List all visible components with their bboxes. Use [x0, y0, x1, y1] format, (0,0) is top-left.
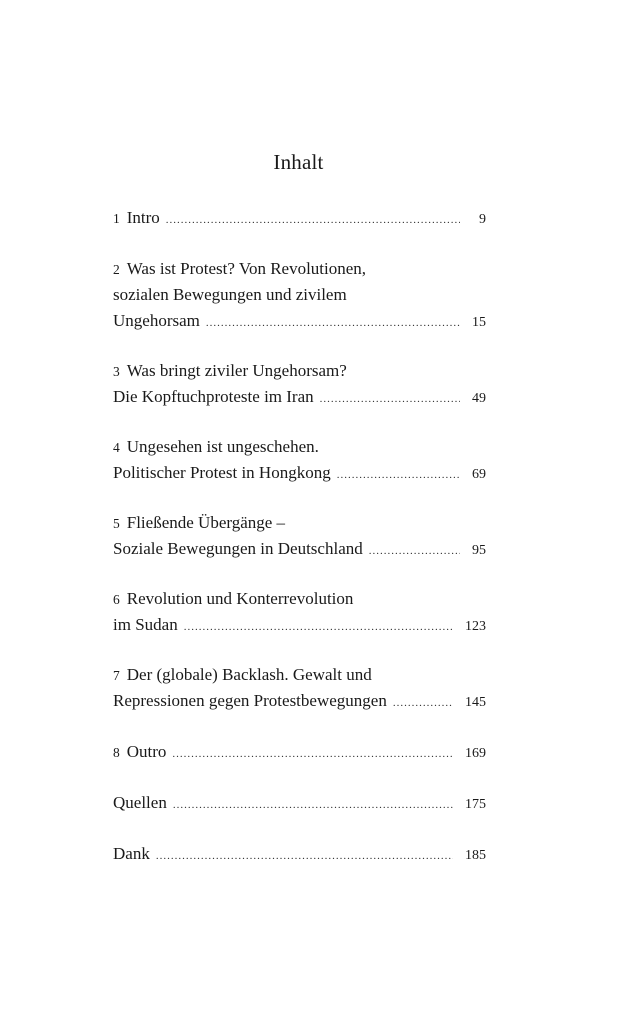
page-number: 175 [465, 797, 486, 812]
page-number: 185 [465, 848, 486, 863]
page-number: 9 [479, 212, 486, 227]
chapter-number: 2 [113, 262, 120, 277]
dot-leader [172, 741, 453, 767]
toc-entry-backlash[interactable] [113, 662, 486, 714]
page-number: 169 [465, 746, 486, 761]
page-number: 69 [472, 467, 486, 482]
chapter-title: Quellen [113, 793, 167, 812]
dot-leader [166, 207, 460, 233]
chapter-number: 6 [113, 592, 120, 607]
toc-entry-ungehorsam[interactable] [113, 358, 486, 410]
chapter-title-line: Die Kopftuchproteste im Iran [113, 387, 314, 406]
chapter-number: 7 [113, 668, 120, 683]
page-number: 95 [472, 543, 486, 558]
toc-entry-deutschland[interactable] [113, 510, 486, 562]
chapter-title-line: sozialen Bewegungen und zivilem [113, 285, 347, 304]
toc-entry-outro[interactable] [113, 739, 486, 765]
chapter-title-line: Soziale Bewegungen in Deutschland [113, 539, 363, 558]
toc-entry-intro[interactable] [113, 205, 486, 231]
page-number: 49 [472, 391, 486, 406]
chapter-title-line: Ungehorsam [113, 311, 200, 330]
chapter-number: 5 [113, 516, 120, 531]
dot-leader [393, 690, 453, 716]
page-title: Inhalt [273, 150, 324, 174]
chapter-title: Intro [126, 208, 160, 227]
chapter-title-line: Repressionen gegen Protestbewegungen [113, 691, 387, 710]
chapter-title-line: Was ist Protest? Von Revolutionen, [126, 259, 367, 278]
dot-leader [184, 614, 453, 640]
dot-leader [337, 462, 460, 488]
dot-leader [369, 538, 460, 564]
chapter-number: 3 [113, 364, 120, 379]
page-number: 123 [465, 619, 486, 634]
toc-entry-quellen[interactable] [113, 790, 486, 816]
dot-leader [156, 843, 453, 869]
chapter-number: 8 [113, 745, 120, 760]
toc-entry-sudan[interactable] [113, 586, 486, 638]
chapter-title-line: Was bringt ziviler Ungehorsam? [126, 361, 347, 380]
chapter-title: Outro [126, 742, 167, 761]
chapter-number: 4 [113, 440, 120, 455]
chapter-title-line: Revolution und Konterrevolution [126, 589, 354, 608]
chapter-title-line: Der (globale) Backlash. Gewalt und [126, 665, 372, 684]
chapter-title-line: Politischer Protest in Hongkong [113, 463, 331, 482]
page-number: 15 [472, 315, 486, 330]
dot-leader [173, 792, 453, 818]
chapter-number: 1 [113, 211, 120, 226]
chapter-title: Dank [113, 844, 150, 863]
dot-leader [206, 310, 460, 336]
toc-entry-dank[interactable] [113, 841, 486, 867]
chapter-title-line: im Sudan [113, 615, 178, 634]
page-number: 145 [465, 695, 486, 710]
toc-entry-hongkong[interactable] [113, 434, 486, 486]
toc-entry-protest[interactable] [113, 256, 486, 334]
chapter-title-line: Ungesehen ist ungeschehen. [126, 437, 319, 456]
chapter-title-line: Fließende Übergänge – [126, 513, 286, 532]
dot-leader [320, 386, 460, 412]
